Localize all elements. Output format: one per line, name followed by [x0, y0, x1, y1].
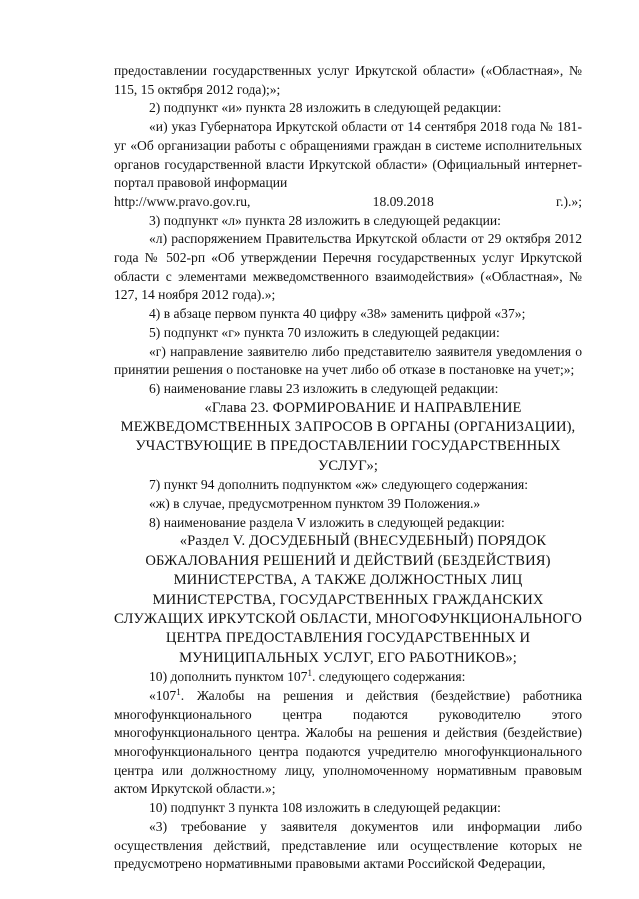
heading-chapter-23-rest: МЕЖВЕДОМСТВЕННЫХ ЗАПРОСОВ В ОРГАНЫ (ОРГАНИЗАЦИИ), УЧАСТВУЮЩИЕ В ПРЕДОСТАВЛЕНИИ ГОСУДАРСТВЕННЫХ УСЛУГ»; — [120, 419, 576, 474]
paragraph-continuation: предоставлении государственных услуг Иркутской области» («Областная», № 115, 15 октября 2012 года);»; — [114, 63, 582, 97]
paragraph-item-10-sub3: 10) подпункт 3 пункта 108 изложить в следующей редакции: — [149, 800, 501, 816]
paragraph-quote-i: «и) указ Губернатора Иркутской области от 14 сентября 2018 года № 181-уг «Об организации работы с обращениями граждан в системе исполнительных органов государственной власти Иркутской области» (Официальный интернет-портал правовой информации — [114, 119, 582, 191]
paragraph-url-line: http://www.pravo.gov.ru, 18.09.2018 г.).»; — [114, 193, 582, 209]
paragraph-item-10-add-tail: . следующего содержания: — [311, 669, 466, 685]
superscript-marker: 1 — [307, 668, 312, 679]
heading-chapter-23 — [114, 399, 582, 477]
heading-section-v — [114, 532, 582, 668]
paragraph-quote-3: «3) требование у заявителя документов или информации либо осуществления действий, представление или осуществление которых не предусмотрено нормативными правовыми актами Российской Федерации, — [114, 818, 582, 872]
paragraph-quote-l: «л) распоряжением Правительства Иркутской области от 29 октября 2012 года № 502-рп «Об утверждении Перечня государственных услуг Иркутской области с элементами межведомственного взаимодействия» («Областная», № 127, 14 ноября 2012 года).»; — [114, 231, 582, 303]
paragraph-item-5: 5) подпункт «г» пункта 70 изложить в следующей редакции: — [149, 324, 500, 340]
paragraph-quote-107-1-text: . Жалобы на решения и действия (бездействие) работника многофункционального центра подаются руководителю этого многофункционального центра. Жалобы на решения и действия (бездействие) многофункционального центра подаются учредителю многофункционального центра или должностному лицу, уполномоченному нормативным правовым актом Иркутской области.»; — [114, 687, 582, 797]
paragraph-quote-zh: «ж) в случае, предусмотренном пунктом 39 Положения.» — [149, 495, 481, 511]
paragraph-item-10-add — [114, 668, 582, 687]
paragraph-item-7: 7) пункт 94 дополнить подпунктом «ж» следующего содержания: — [149, 477, 529, 493]
paragraph-item-2: 2) подпункт «и» пункта 28 изложить в следующей редакции: — [149, 100, 502, 116]
paragraph-item-6: 6) наименование главы 23 изложить в следующей редакции: — [149, 380, 499, 396]
heading-section-v-lead: «Раздел V. ДОСУДЕБНЫЙ (ВНЕСУДЕБНЫЙ) ПОРЯДОК — [179, 533, 547, 550]
paragraph-item-3: 3) подпункт «л» пункта 28 изложить в следующей редакции: — [149, 212, 501, 228]
paragraph-item-10-add-text: 10) дополнить пунктом 107 — [149, 669, 308, 685]
superscript-marker: 1 — [176, 686, 181, 697]
paragraph-quote-107-1 — [114, 687, 582, 799]
paragraph-quote-107-1-number: «107 — [149, 687, 177, 703]
paragraph-item-4: 4) в абзаце первом пункта 40 цифру «38» заменить цифрой «37»; — [149, 306, 526, 322]
paragraph-quote-g: «г) направление заявителю либо представителю заявителя уведомления о принятии решения о постановке на учет либо об отказе в постановке на учет;»; — [114, 343, 582, 378]
heading-chapter-23-lead: «Глава 23. ФОРМИРОВАНИЕ И НАПРАВЛЕНИЕ — [204, 399, 522, 416]
paragraph-item-8: 8) наименование раздела V изложить в следующей редакции: — [149, 514, 505, 530]
heading-section-v-rest: ОБЖАЛОВАНИЯ РЕШЕНИЙ И ДЕЙСТВИЙ (БЕЗДЕЙСТВИЯ) МИНИСТЕРСТВА, А ТАКЖЕ ДОЛЖНОСТНЫХ ЛИЦ МИНИСТЕРСТВА, ГОСУДАРСТВЕННЫХ ГРАЖДАНСКИХ СЛУЖАЩИХ ИРКУТСКОЙ ОБЛАСТИ, МНОГОФУНКЦИОНАЛЬНОГО ЦЕНТРА ПРЕДОСТАВЛЕНИЯ ГОСУДАРСТВЕННЫХ И МУНИЦИПАЛЬНЫХ УСЛУГ, ЕГО РАБОТНИКОВ»; — [114, 552, 582, 666]
document-body — [114, 62, 582, 874]
